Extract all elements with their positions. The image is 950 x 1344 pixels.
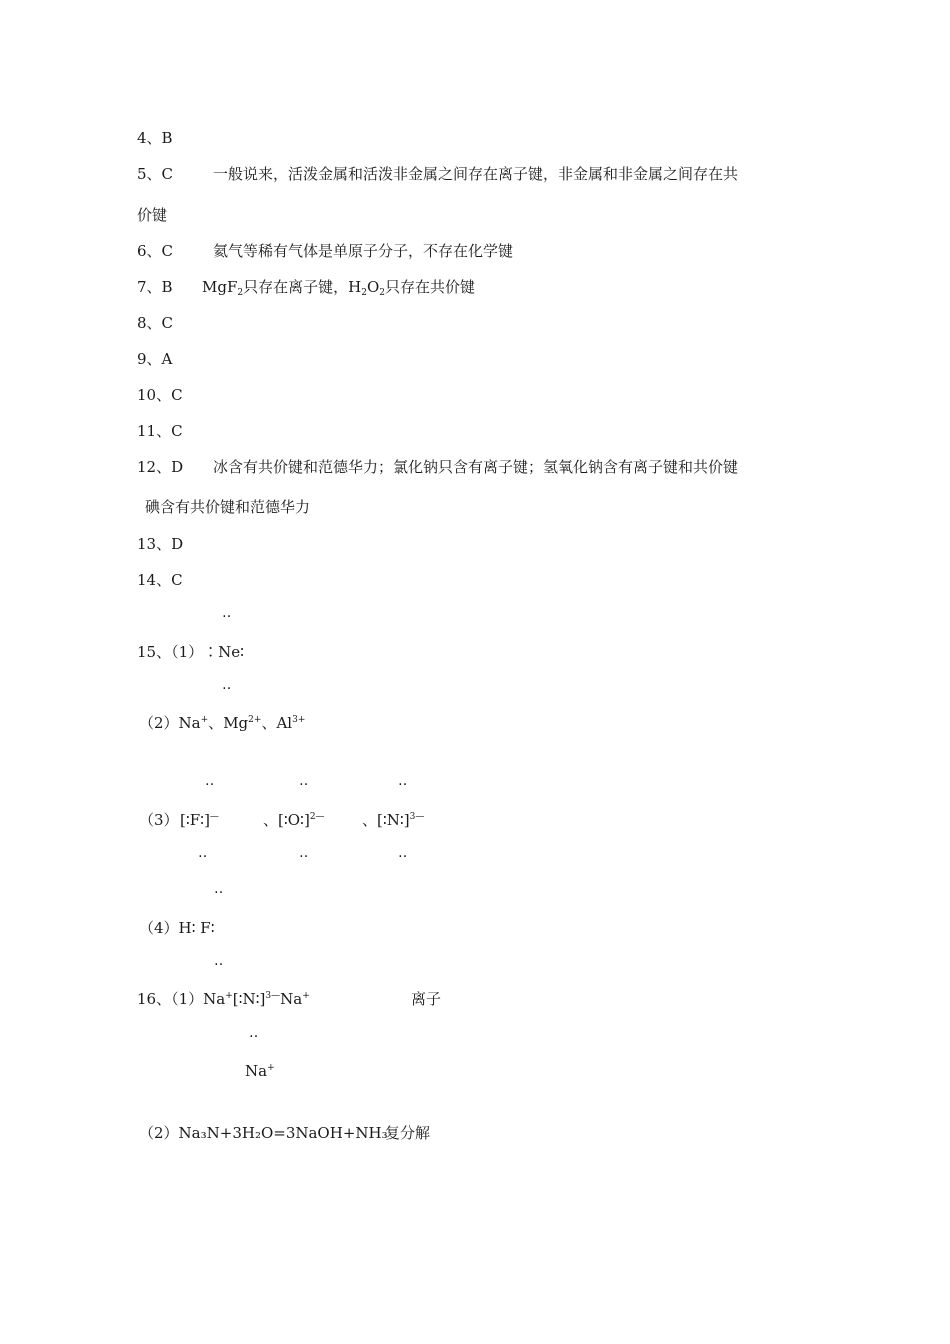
q15-part2-label: （2）: [139, 714, 179, 732]
electron-dots: ‥: [222, 605, 233, 621]
compound-type: 离子: [411, 990, 442, 1008]
nitride-core: [∶N∶]: [232, 990, 266, 1008]
answer-7: [137, 278, 173, 296]
reaction-equation: Na₃N+3H₂O=3NaOH+NH₃: [178, 1124, 388, 1142]
answer-6: [137, 242, 173, 260]
answer-7-text-1: 只存在离子键，: [243, 278, 349, 296]
q16-part2: [139, 1124, 388, 1142]
fluoride-electron-formula: [180, 811, 219, 829]
answer-4: [137, 129, 173, 147]
ion-na: Na: [245, 1062, 268, 1080]
answer-8: 8、C: [137, 314, 174, 332]
electron-dots: ‥: [299, 773, 310, 789]
charge: +: [225, 991, 233, 1001]
q15-part1-label: 15、（1）: [137, 643, 204, 661]
answer-7-note: [202, 278, 475, 296]
subscript: 2: [379, 288, 385, 298]
answer-6-note: 氦气等稀有气体是单原子分子，不存在化学键: [213, 242, 514, 260]
charge: 3+: [292, 715, 306, 725]
electron-dots: ‥: [205, 773, 216, 789]
charge: +: [200, 715, 209, 725]
answer-9: 9、A: [137, 350, 173, 368]
ion-na: Na: [280, 990, 303, 1008]
answer-5-note-cont: 价键: [137, 206, 168, 224]
formula-o: O: [366, 278, 380, 296]
ion-na: Na: [203, 990, 226, 1008]
electron-dots: ‥: [249, 1025, 260, 1041]
electron-dots: ‥: [214, 881, 225, 897]
nitride-formula: [∶N∶]: [377, 811, 410, 829]
neon-electron-formula: ∶Ne∶: [203, 643, 245, 661]
answer-5-note: 一般说来，活泼金属和活泼非金属之间存在离子键，非金属和非金属之间存在共: [213, 165, 739, 183]
electron-dots: ‥: [398, 773, 409, 789]
q15-part4-label: （4）: [139, 919, 179, 937]
answer-7-text-2: 只存在共价键: [385, 278, 476, 296]
ion-mg: Mg: [223, 714, 249, 732]
answer-14: 14、C: [137, 571, 183, 589]
answer-12-note-cont: 碘含有共价键和范德华力: [145, 498, 311, 516]
answer-12: 12、D: [137, 458, 184, 476]
electron-dots: ‥: [198, 845, 209, 861]
nitride-electron-formula: [377, 811, 424, 829]
separator: 、: [362, 811, 378, 829]
answer-13: 13、D: [137, 535, 184, 553]
reaction-type: 复分解: [385, 1124, 431, 1142]
q15-part1: [137, 643, 244, 661]
charge: 3—: [409, 812, 425, 822]
formula-mgf: MgF: [202, 278, 238, 296]
charge: —: [209, 812, 219, 822]
q16-part1: [137, 990, 310, 1008]
charge: +: [267, 1063, 275, 1073]
oxide-electron-formula: [278, 811, 325, 829]
na-ion-below: [245, 1062, 275, 1080]
q15-part3-label: （3）: [139, 811, 179, 829]
answer-7-label: 7、B: [137, 278, 173, 296]
charge: 2+: [248, 715, 262, 725]
q16-part1-label: 16、（1）: [137, 990, 204, 1008]
answer-5: [137, 165, 173, 183]
subscript: 2: [361, 288, 367, 298]
q15-part3: [139, 811, 179, 829]
charge: 3—: [265, 991, 281, 1001]
separator: 、: [261, 714, 277, 732]
charge: 2—: [309, 812, 325, 822]
ion-al: Al: [276, 714, 293, 732]
answer-12-note: 冰含有共价键和范德华力；氯化钠只含有离子键；氢氧化钠含有离子键和共价键: [213, 458, 739, 476]
answer-5-label: 5、C: [137, 165, 174, 183]
answer-4-label: 4、B: [137, 129, 173, 147]
answer-6-label: 6、C: [137, 242, 174, 260]
q15-part2: [139, 714, 305, 732]
electron-dots: ‥: [222, 677, 233, 693]
oxide-formula: [∶O∶]: [278, 811, 310, 829]
fluoride-formula: [∶F∶]: [180, 811, 210, 829]
electron-dots: ‥: [398, 845, 409, 861]
answer-11: 11、C: [137, 422, 183, 440]
q15-part4: [139, 919, 215, 937]
answer-10: 10、C: [137, 386, 183, 404]
formula-h: H: [348, 278, 362, 296]
charge: +: [302, 991, 310, 1001]
subscript: 2: [237, 288, 244, 298]
electron-dots: ‥: [299, 845, 310, 861]
ion-na: Na: [178, 714, 201, 732]
hf-electron-formula: H∶ F∶: [178, 919, 215, 937]
q16-part2-label: （2）: [139, 1124, 179, 1142]
separator: 、: [208, 714, 224, 732]
electron-dots: ‥: [214, 953, 225, 969]
separator: 、: [263, 811, 279, 829]
